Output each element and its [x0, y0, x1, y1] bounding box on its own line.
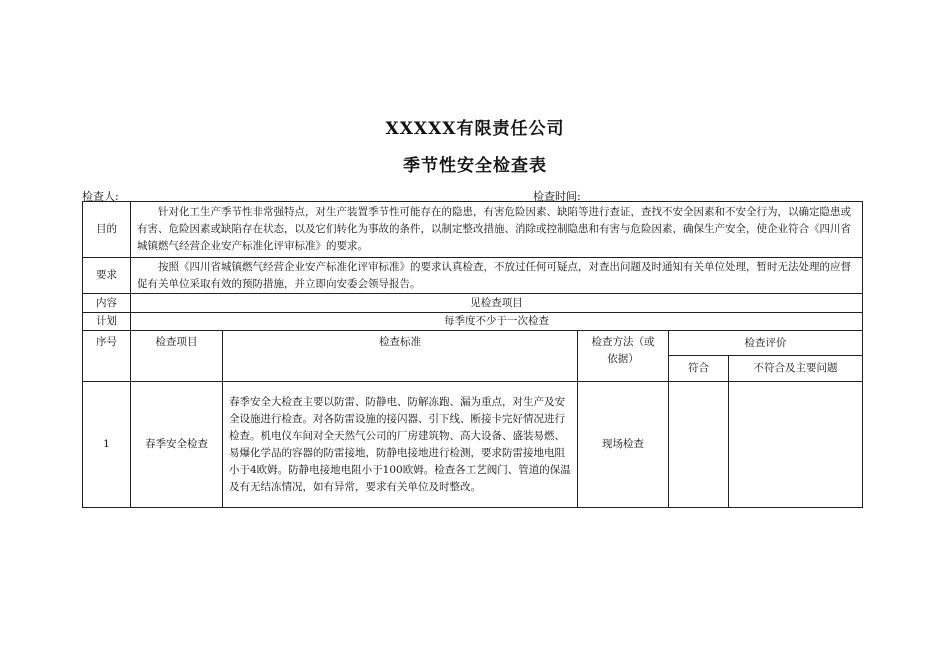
- content-label: 内容: [83, 294, 131, 313]
- header-method: 检查方法（或依据）: [578, 331, 669, 382]
- row-conform: [669, 382, 729, 508]
- inspector-label: 检查人:: [82, 190, 119, 203]
- inspection-time-label: 检查时间:: [533, 190, 581, 203]
- inspection-table: [82, 201, 863, 508]
- row-nonconform: [729, 382, 863, 508]
- header-nonconform: 不符合及主要问题: [729, 356, 863, 382]
- header-seq: 序号: [83, 331, 131, 382]
- header-conform: 符合: [669, 356, 729, 382]
- row-seq: 1: [83, 382, 131, 508]
- header-evaluation: 检查评价: [669, 331, 863, 356]
- header-item: 检查项目: [131, 331, 223, 382]
- requirement-text: 按照《四川省城镇燃气经营企业安产标准化评审标准》的要求认真检查，不放过任何可疑点，对查出问题及时通知有关单位处理，暂时无法处理的应督促有关单位采取有效的预防措施，并立即向安委会领导报告。: [131, 258, 863, 294]
- purpose-text: 针对化工生产季节性非常强特点，对生产装置季节性可能存在的隐患，有害危险因素、缺陷等进行查证，查找不安全因素和不安全行为，以确定隐患或有害、危险因素或缺陷存在状态，以及它们转化为事故的条件，以制定整改措施、消除或控制隐患和有害与危险因素，确保生产安全，使企业符合《四川省城镇燃气经营企业安产标准化评审标准》的要求。: [131, 202, 863, 258]
- row-method: 现场检查: [578, 382, 669, 508]
- purpose-label: 目的: [83, 202, 131, 258]
- row-standard: 春季安全大检查主要以防雷、防静电、防解冻跑、漏为重点，对生产及安全设施进行检查。对各防雷设施的接闪器、引下线、断接卡完好情况进行检查。机电仪车间对全天然气公司的厂房建筑物、高大设备、盛装易燃、易爆化学品的容器的防雷接地，防静电接地进行检测，要求防雷接地电阻小于4欧姆。防静电接地电阻小于100欧姆。检查各工艺阀门、管道的保温及有无结冻情况，如有异常，要求有关单位及时整改。: [223, 382, 578, 508]
- row-item: 春季安全检查: [131, 382, 223, 508]
- company-title: XXXXX有限责任公司: [385, 119, 565, 139]
- requirement-label: 要求: [83, 258, 131, 294]
- form-title: 季节性安全检查表: [403, 156, 547, 176]
- content-row: [83, 294, 863, 313]
- plan-text: 每季度不少于一次检查: [131, 313, 863, 331]
- table-row: [83, 382, 863, 508]
- plan-row: [83, 313, 863, 331]
- purpose-row: [83, 202, 863, 258]
- header-standard: 检查标准: [223, 331, 578, 382]
- requirement-row: [83, 258, 863, 294]
- plan-label: 计划: [83, 313, 131, 331]
- content-text: 见检查项目: [131, 294, 863, 313]
- header-row: [83, 331, 863, 356]
